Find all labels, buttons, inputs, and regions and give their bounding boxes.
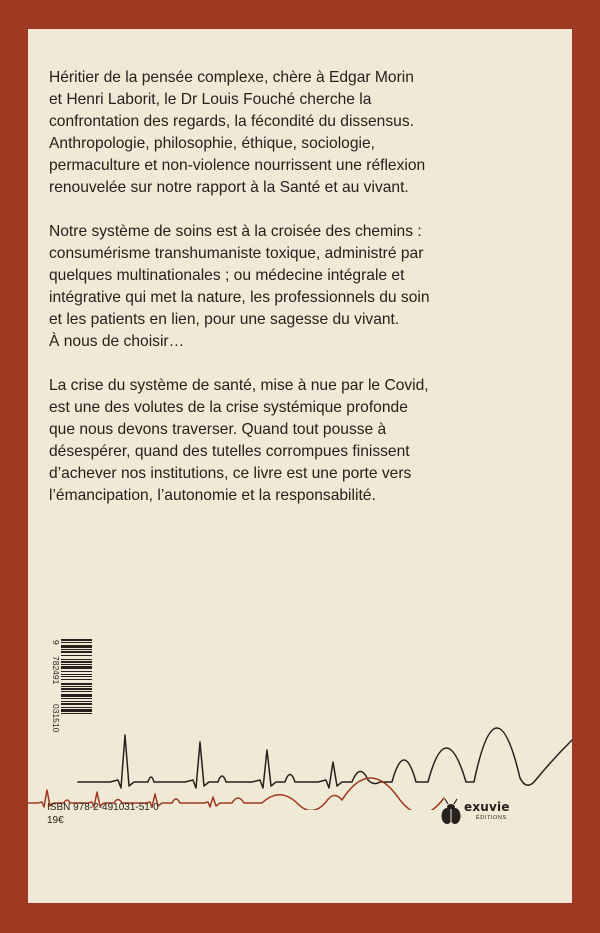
blurb-line: La crise du système de santé, mise à nue par le Covid,: [49, 377, 429, 394]
barcode-bar: [61, 691, 92, 692]
blurb-line: intégrative qui met la nature, les professionnels du soin: [49, 289, 430, 306]
blurb-line: désespérer, quand des tutelles corrompues finissent: [49, 443, 410, 460]
blurb-paragraph-2: [49, 221, 519, 353]
isbn-block: [47, 801, 159, 827]
blurb-line: l’émancipation, l’autonomie et la responsabilité.: [49, 487, 376, 504]
barcode-bar: [61, 639, 92, 641]
barcode-bar: [61, 645, 92, 648]
barcode-bar: [61, 676, 92, 677]
barcode: [47, 638, 93, 748]
barcode-bar: [61, 661, 92, 663]
barcode-bar: [61, 698, 92, 699]
publisher-name: exuvie: [464, 800, 510, 814]
blurb-line: et les patients en lien, pour une sagesse du vivant.: [49, 311, 400, 328]
blurb-paragraph-1: [49, 67, 519, 199]
barcode-bar: [61, 703, 92, 705]
blurb-line: quelques multinationales ; ou médecine intégrale et: [49, 267, 405, 284]
blurb-line: est une des volutes de la crise systémique profonde: [49, 399, 408, 416]
barcode-bar: [61, 664, 92, 665]
barcode-bar: [61, 655, 92, 656]
beetle-icon: [440, 798, 462, 828]
barcode-bar: [61, 642, 92, 643]
price: 19€: [47, 815, 64, 826]
black-heartbeat-line: [78, 728, 572, 788]
blurb-line: permaculture et non-violence nourrissent une réflexion: [49, 157, 426, 174]
barcode-bar: [61, 679, 92, 680]
barcode-bar: [61, 686, 92, 687]
barcode-bar: [61, 674, 92, 675]
blurb-line: Héritier de la pensée complexe, chère à Edgar Morin: [49, 69, 414, 86]
blurb-line: et Henri Laborit, le Dr Louis Fouché cherche la: [49, 91, 372, 108]
blurb-line: confrontation des regards, la fécondité du dissensus.: [49, 113, 414, 130]
barcode-bar: [61, 651, 92, 653]
blurb-line: que nous devons traverser. Quand tout pousse à: [49, 421, 387, 438]
barcode-digits-group-1: 782491: [51, 656, 61, 685]
blurb-text: [49, 67, 519, 529]
barcode-bar: [61, 688, 92, 690]
barcode-bar: [61, 666, 92, 669]
isbn-number: ISBN 978-2-491031-51-0: [47, 802, 159, 813]
blurb-paragraph-3: [49, 375, 519, 507]
blurb-line: d’achever nos institutions, ce livre est une porte vers: [49, 465, 412, 482]
blurb-line: consumérisme transhumaniste toxique, administré par: [49, 245, 424, 262]
barcode-digit-first: 9: [51, 640, 61, 645]
barcode-bar: [61, 671, 92, 672]
blurb-line: Notre système de soins est à la croisée des chemins :: [49, 223, 422, 240]
barcode-bar: [61, 649, 92, 650]
blurb-line: À nous de choisir…: [49, 333, 185, 350]
blurb-line: Anthropologie, philosophie, éthique, sociologie,: [49, 135, 375, 152]
publisher-subtitle: ÉDITIONS: [476, 815, 507, 821]
barcode-bars: [61, 639, 92, 714]
barcode-bar: [61, 709, 92, 712]
barcode-bar: [61, 701, 92, 702]
barcode-bar: [61, 683, 92, 685]
publisher-logo: [440, 798, 530, 828]
barcode-bar: [61, 707, 92, 708]
barcode-digits-group-2: 031510: [51, 704, 61, 733]
blurb-line: renouvelée sur notre rapport à la Santé et au vivant.: [49, 179, 409, 196]
barcode-bar: [61, 694, 92, 697]
barcode-bar: [61, 659, 92, 660]
barcode-bar: [61, 713, 92, 714]
